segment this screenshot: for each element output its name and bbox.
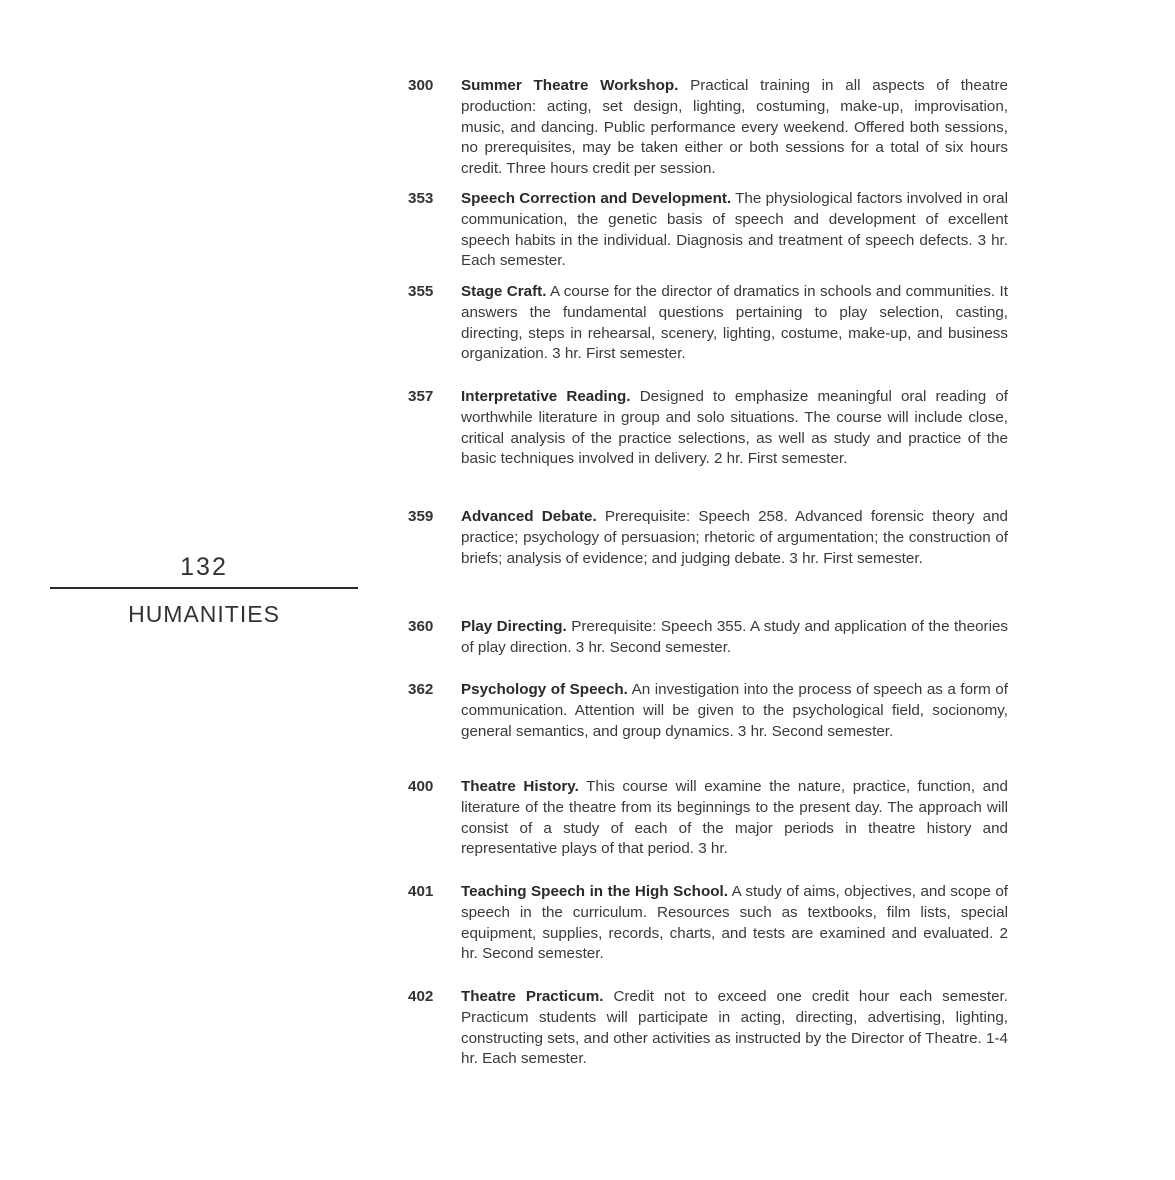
course-number: 355: [408, 283, 434, 300]
course-body: [461, 282, 1008, 365]
course-entry-353: [408, 189, 1008, 272]
course-title: Summer Theatre Workshop.: [461, 77, 679, 94]
course-title: Theatre Practicum.: [461, 988, 604, 1005]
course-title: Teaching Speech in the High School.: [461, 883, 728, 900]
course-number: 360: [408, 618, 434, 635]
course-entry-360: [408, 617, 1008, 659]
course-entry-300: [408, 76, 1008, 180]
course-body: [461, 987, 1008, 1070]
course-body: [461, 680, 1008, 742]
course-number: 401: [408, 883, 434, 900]
divider-rule: [50, 587, 358, 589]
course-description: Prerequisite: Speech 258. Advanced forensic theory and practice; psychology of persuasion; rhetoric of argumentation; the construction of briefs; analysis of evidence; and judging debate. 3 hr. First semester.: [461, 508, 1008, 567]
section-title: HUMANITIES: [128, 601, 280, 627]
course-title: Advanced Debate.: [461, 508, 597, 525]
course-number: 357: [408, 388, 434, 405]
course-description: Practical training in all aspects of theatre production: acting, set design, lighting, costuming, make-up, improvisation, music, and dancing. Public performance every weekend. Offered both sessions, no prerequisites, may be taken either or both sessions for a total of six hours credit. Three hours credit per session.: [461, 77, 1008, 178]
course-number: 362: [408, 681, 434, 698]
course-description: The physiological factors involved in oral communication, the genetic basis of speech and development of excellent speech habits in the individual. Diagnosis and treatment of speech defects. 3 hr. Each semester.: [461, 190, 1009, 270]
course-entry-355: [408, 282, 1008, 365]
course-description: A study of aims, objectives, and scope of speech in the curriculum. Resources such as textbooks, film lists, special equipment, supplies, records, charts, and tests are examined and evaluated. 2 hr. Second semester.: [461, 883, 1008, 963]
page-number: 132: [180, 553, 228, 581]
course-title: Speech Correction and Development.: [461, 190, 732, 207]
course-body: [461, 387, 1008, 470]
course-body: [461, 777, 1008, 860]
course-title: Stage Craft.: [461, 283, 547, 300]
course-entry-357: [408, 387, 1008, 470]
course-title: Psychology of Speech.: [461, 681, 628, 698]
course-entry-401: [408, 882, 1008, 965]
course-body: [461, 617, 1008, 659]
course-description: A course for the director of dramatics in schools and communities. It answers the fundamental questions pertaining to play selection, casting, directing, steps in rehearsal, scenery, lighting, costume, make-up, and business organization. 3 hr. First semester.: [461, 283, 1008, 363]
course-number: 359: [408, 508, 434, 525]
course-entry-402: [408, 987, 1008, 1070]
course-description: Prerequisite: Speech 355. A study and application of the theories of play direction. 3 hr. Second semester.: [461, 618, 1008, 656]
course-body: [461, 882, 1008, 965]
course-title: Play Directing.: [461, 618, 567, 635]
course-description: This course will examine the nature, practice, function, and literature of the theatre from its beginnings to the present day. The approach will consist of a study of each of the major periods in theatre history and representative plays of that period. 3 hr.: [461, 778, 1009, 858]
course-body: [461, 76, 1008, 180]
course-title: Interpretative Reading.: [461, 388, 631, 405]
course-number: 300: [408, 77, 434, 94]
course-entry-359: [408, 507, 1008, 569]
course-title: Theatre History.: [461, 778, 579, 795]
margin-header: [50, 552, 358, 629]
course-number: 400: [408, 778, 434, 795]
course-description: Designed to emphasize meaningful oral reading of worthwhile literature in group and solo situations. The course will include close, critical analysis of the practice selections, as well as study and practice of the basic techniques involved in delivery. 2 hr. First semester.: [461, 388, 1008, 468]
course-number: 402: [408, 988, 434, 1005]
course-body: [461, 189, 1008, 272]
course-number: 353: [408, 190, 434, 207]
course-entry-400: [408, 777, 1008, 860]
course-entry-362: [408, 680, 1008, 742]
course-description: An investigation into the process of speech as a form of communication. Attention will be given to the psychological field, socionomy, general semantics, and group dynamics. 3 hr. Second semester.: [461, 681, 1008, 740]
course-description: Credit not to exceed one credit hour each semester. Practicum students will participate in acting, directing, advertising, lighting, constructing sets, and other activities as instructed by the Director of Theatre. 1-4 hr. Each semester.: [461, 988, 1008, 1068]
course-body: [461, 507, 1008, 569]
